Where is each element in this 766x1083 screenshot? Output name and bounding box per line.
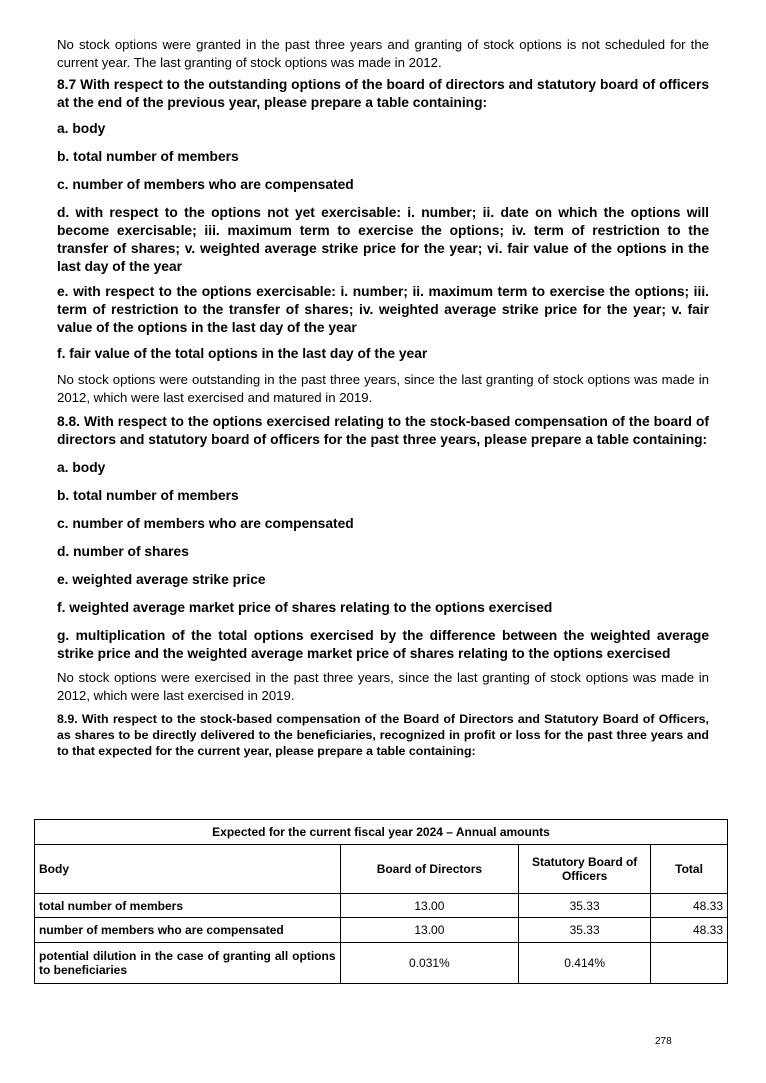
section-item: 8.8. With respect to the options exercised relating to the stock-based compensation of the board of directors and statutory board of officers for the past three years, please prepare a table containing: <box>57 414 709 447</box>
cell-statutory: 35.33 <box>519 894 651 918</box>
table-row <box>35 894 728 918</box>
section-item: a. body <box>57 460 106 475</box>
body-paragraph: No stock options were granted in the past three years and granting of stock options is not scheduled for the current year. The last granting of stock options was made in 2012. <box>57 37 709 70</box>
page-number: 278 <box>655 1036 672 1047</box>
section-item: f. fair value of the total options in the last day of the year <box>57 346 428 361</box>
row-label: total number of members <box>35 894 341 918</box>
header-statutory-board: Statutory Board of Officers <box>519 845 651 894</box>
section-item: 8.9. With respect to the stock-based compensation of the Board of Directors and Statutory Board of Officers, as shares to be directly delivered to the beneficiaries, recognized in profit or loss for the past three years and to that expected for the current year, please prepare a table containing: <box>57 712 709 758</box>
section-item: b. total number of members <box>57 488 239 503</box>
body-paragraph: No stock options were exercised in the past three years, since the last granting of stock options was made in 2012, which were last exercised in 2019. <box>57 670 709 703</box>
section-item: g. multiplication of the total options exercised by the difference between the weighted average strike price and the weighted average market price of shares relating to the options exercised <box>57 628 709 661</box>
section-item: b. total number of members <box>57 149 239 164</box>
table-header-row <box>35 845 728 894</box>
row-label: potential dilution in the case of granting all options to beneficiaries <box>35 943 341 984</box>
section-item: c. number of members who are compensated <box>57 516 354 531</box>
section-item: d. number of shares <box>57 544 189 559</box>
cell-total <box>651 943 728 984</box>
table-row <box>35 918 728 943</box>
document-body <box>57 36 709 759</box>
section-item: d. with respect to the options not yet exercisable: i. number; ii. date on which the options will become exercisable; iii. maximum term to exercise the options; iv. term of restriction to the transfer of shares; v. weighted average strike price for the year; vi. fair value of the options in the last day of the year <box>57 205 709 274</box>
row-label: number of members who are compensated <box>35 918 341 943</box>
header-total: Total <box>651 845 728 894</box>
compensation-table <box>34 819 728 984</box>
header-body: Body <box>35 845 341 894</box>
table-row <box>35 943 728 984</box>
section-item: a. body <box>57 121 106 136</box>
section-item: e. with respect to the options exercisable: i. number; ii. maximum term to exercise the options; iii. term of restriction to the transfer of shares; iv. weighted average strike price for the year; v. fair value of the options in the last day of the year <box>57 284 709 335</box>
table-caption-row <box>35 820 728 845</box>
cell-board: 13.00 <box>340 918 519 943</box>
cell-board: 0.031% <box>340 943 519 984</box>
cell-total: 48.33 <box>651 918 728 943</box>
cell-statutory: 0.414% <box>519 943 651 984</box>
header-board-of-directors: Board of Directors <box>340 845 519 894</box>
section-item: e. weighted average strike price <box>57 572 266 587</box>
table-caption: Expected for the current fiscal year 2024 – Annual amounts <box>35 820 728 845</box>
section-item: c. number of members who are compensated <box>57 177 354 192</box>
cell-statutory: 35.33 <box>519 918 651 943</box>
section-item: 8.7 With respect to the outstanding options of the board of directors and statutory board of officers at the end of the previous year, please prepare a table containing: <box>57 77 709 110</box>
body-paragraph: No stock options were outstanding in the past three years, since the last granting of stock options was made in 2012, which were last exercised and matured in 2019. <box>57 372 709 405</box>
cell-total: 48.33 <box>651 894 728 918</box>
section-item: f. weighted average market price of shares relating to the options exercised <box>57 600 553 615</box>
cell-board: 13.00 <box>340 894 519 918</box>
